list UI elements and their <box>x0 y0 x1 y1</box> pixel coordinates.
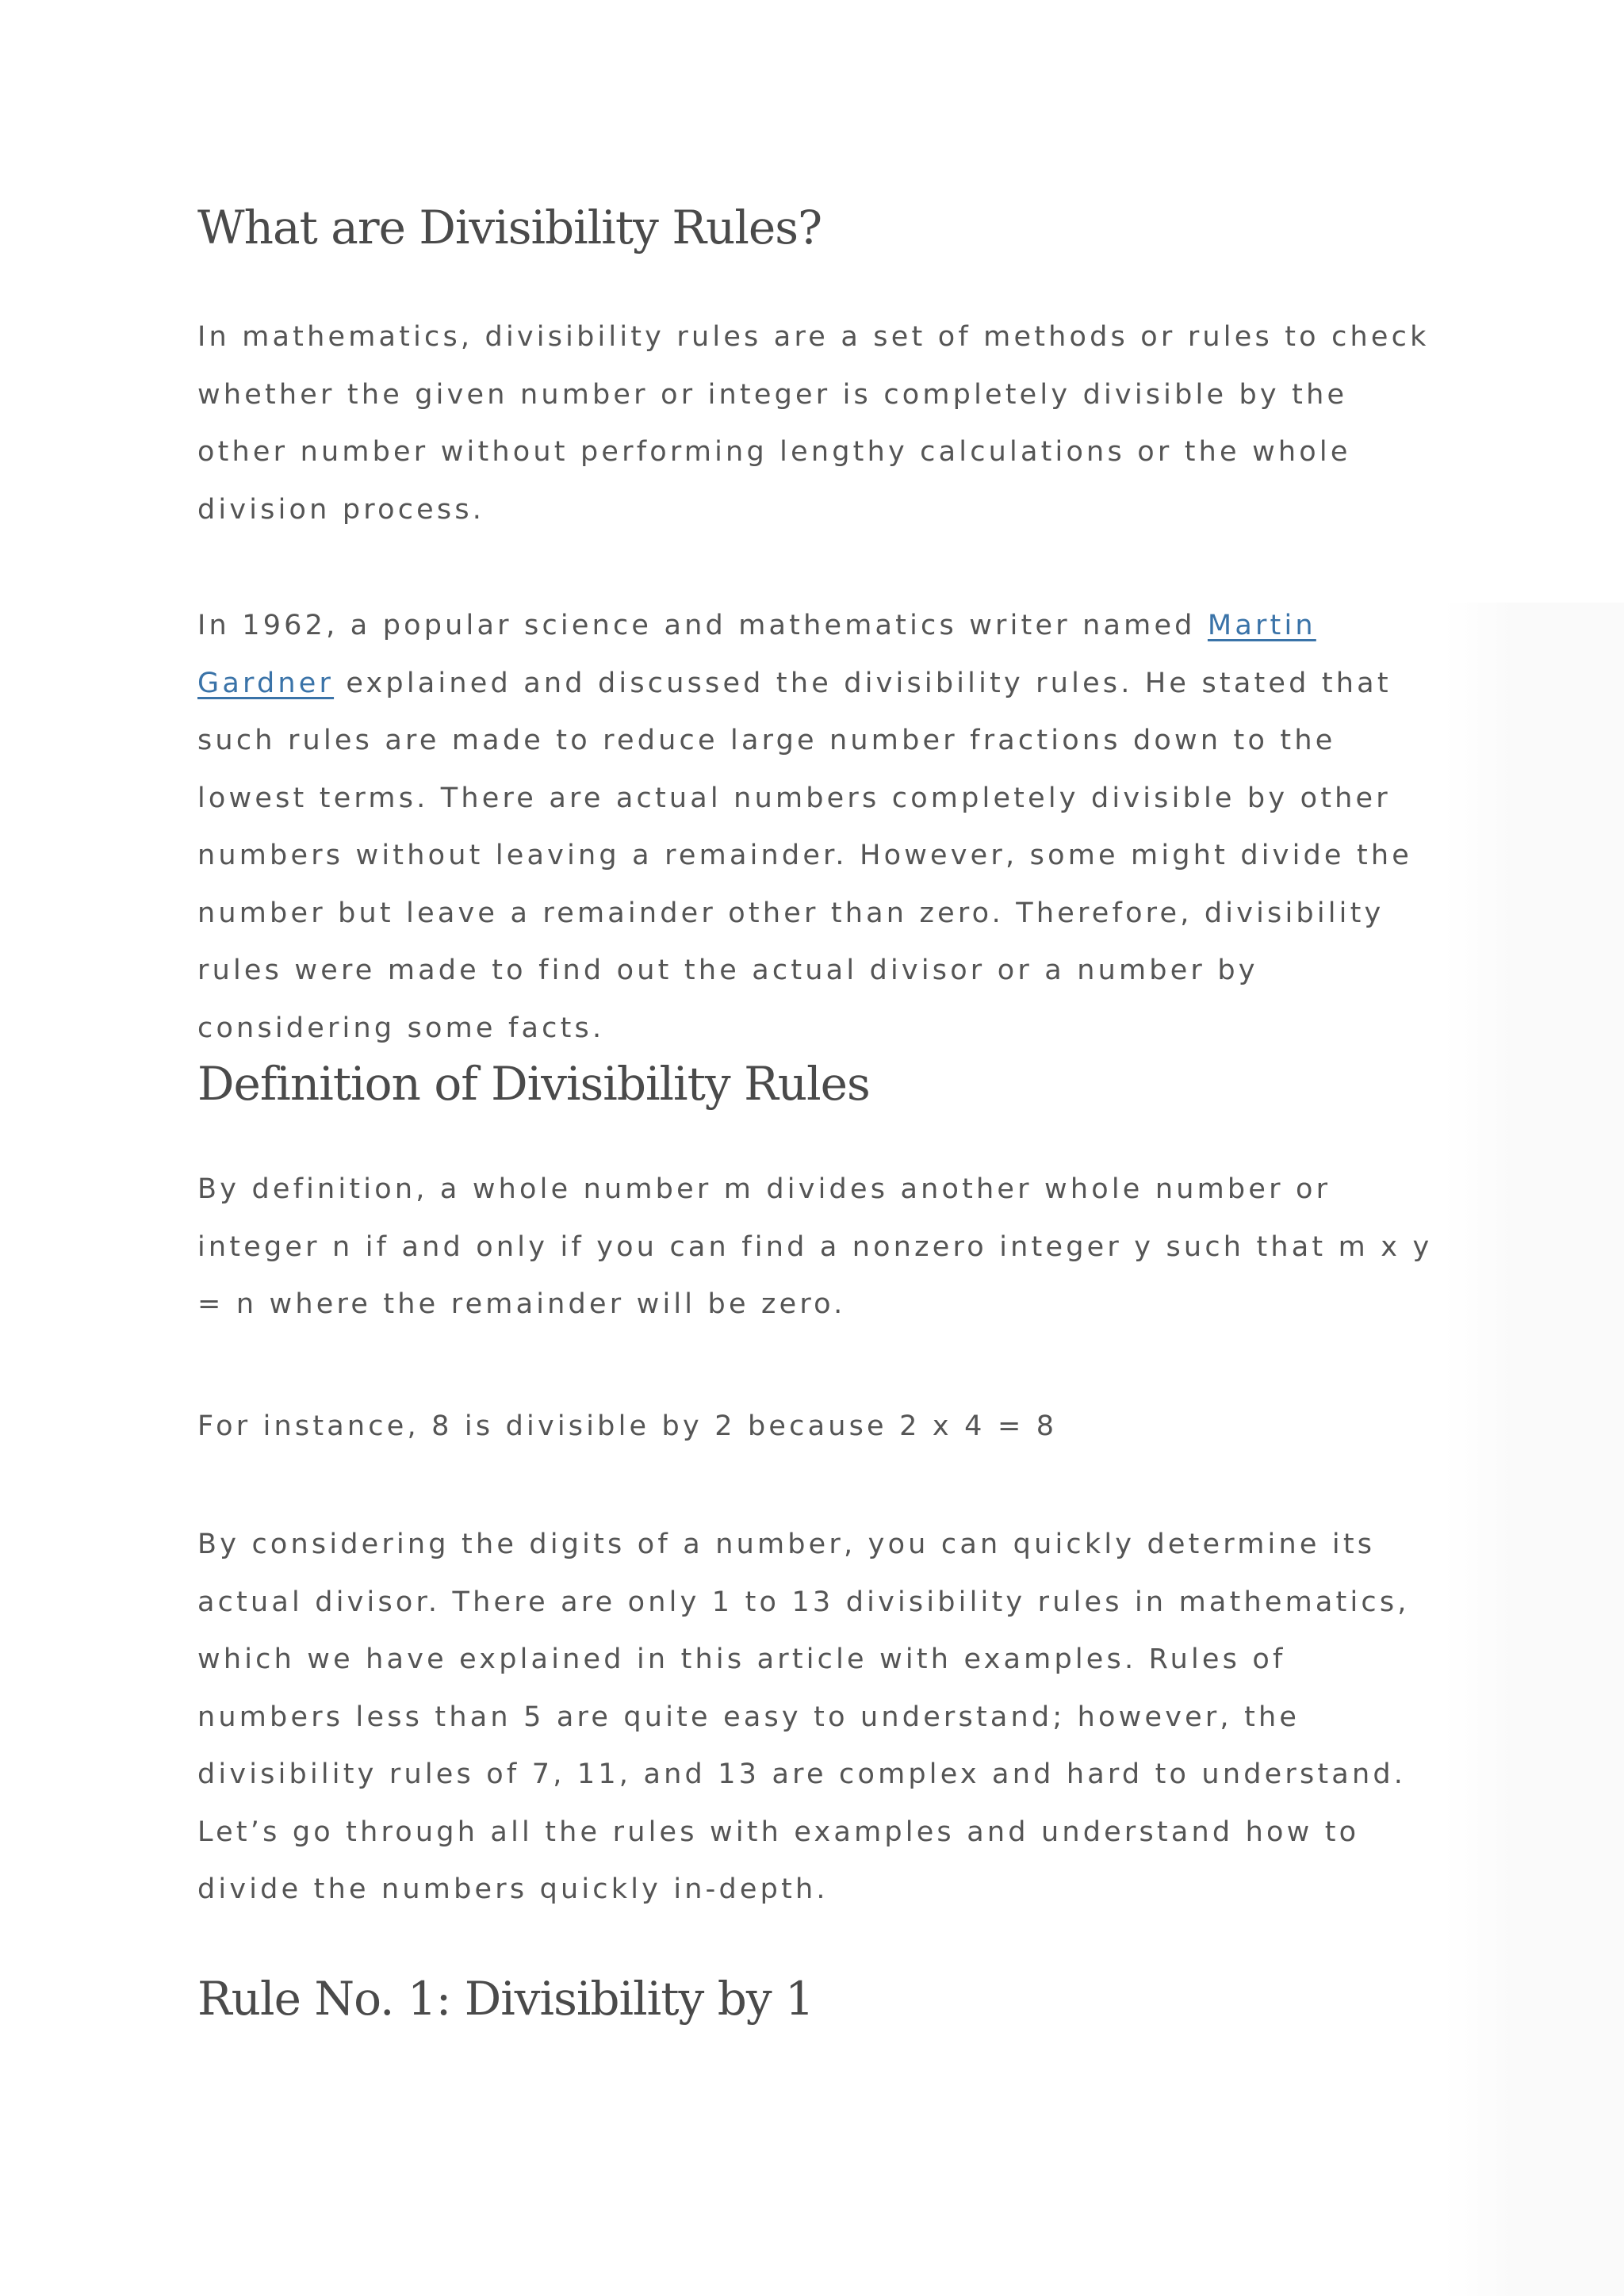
heading-what-are-divisibility-rules: What are Divisibility Rules? <box>197 201 822 254</box>
paragraph-digits: By considering the digits of a number, you can quickly determine its actual divisor. There are only 1 to 13 divisibility rules in mathematics, which we have explained in this article with examples. Rules of numbers less than 5 are quite easy to understand; however, the divisibility rules of 7, 11, and 13 are complex and hard to understand. Let’s go through all the rules with examples and understand how to divide the numbers quickly in-depth. <box>197 1529 1410 1905</box>
paragraph-definition: By definition, a whole number m divides another whole number or integer n if and only if you can find a nonzero integer y such that m x y = n where the remainder will be zero. <box>197 1173 1433 1320</box>
page-edge-shadow <box>1443 603 1624 2296</box>
paragraph-history <box>197 597 1434 1057</box>
heading-definition: Definition of Divisibility Rules <box>197 1057 870 1111</box>
history-text-start: In 1962, a popular science and mathematics writer named <box>197 610 1208 641</box>
martin-gardner-link[interactable]: Martin Gardner <box>197 610 1316 699</box>
paragraph-example: For instance, 8 is divisible by 2 because 2 x 4 = 8 <box>197 1410 1058 1442</box>
history-text-end: explained and discussed the divisibility rules. He stated that such rules are made to reduce large number fractions down to the lowest terms. There are actual numbers completely divisible by other numbers without leaving a remainder. However, some might divide the number but leave a remainder other than zero. Therefore, divisibility rules were made to find out the actual divisor or a number by considering some facts. <box>197 667 1413 1044</box>
paragraph-intro: In mathematics, divisibility rules are a set of methods or rules to check whether the given number or integer is completely divisible by the other number without performing lengthy calculations or the whole division process. <box>197 321 1430 526</box>
heading-rule-1: Rule No. 1: Divisibility by 1 <box>197 1972 814 2026</box>
